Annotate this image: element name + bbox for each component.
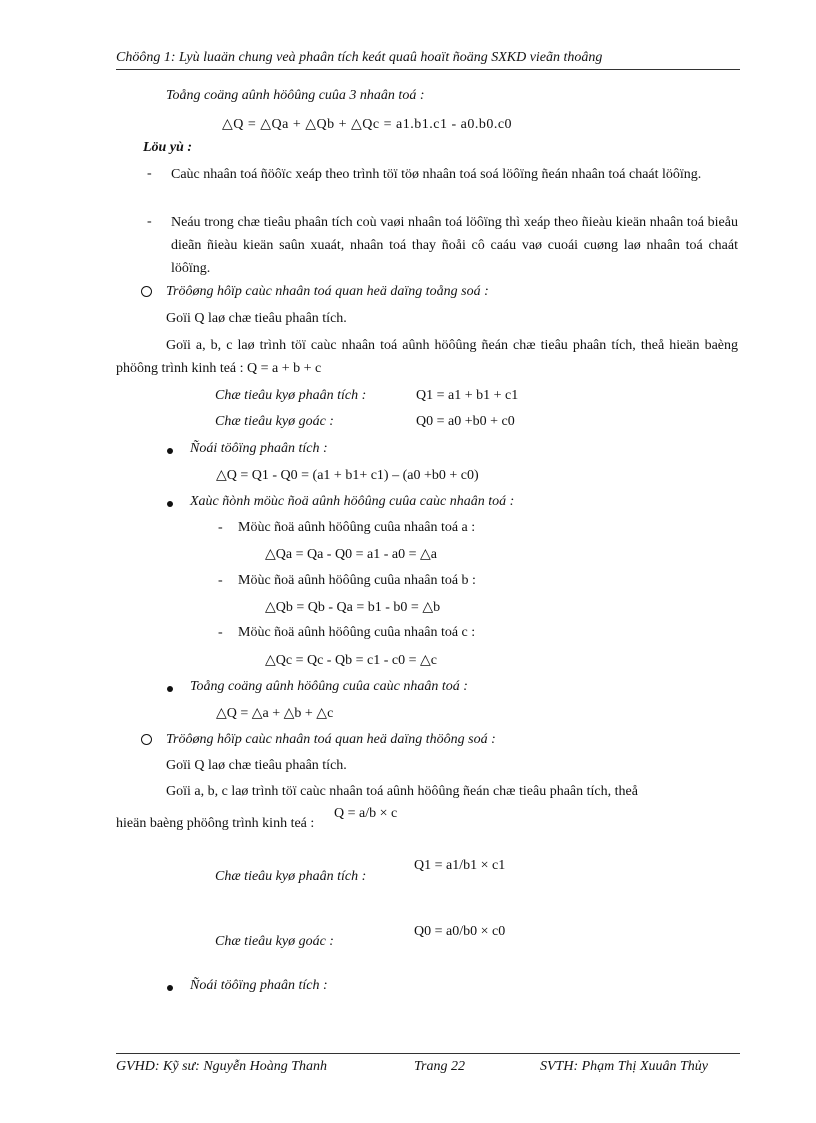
sum-base-label: Chæ tieâu kyø goác : <box>215 414 334 429</box>
sum-base-formula: Q0 = a0 +b0 + c0 <box>416 414 515 429</box>
formula-base: Q0 = a0/b0 × c0 <box>414 924 506 939</box>
product-compare-label: Ñoái töôïng phaân tích : <box>190 978 328 993</box>
bullet-icon <box>167 686 173 692</box>
factor-dash: - <box>218 573 223 588</box>
section-sum-line1: Goïi Q laø chæ tieâu phaân tích. <box>166 311 347 326</box>
sum-total-label: Toång coäng aûnh höôûng cuûa caùc nhaân toá : <box>190 679 468 694</box>
page-header-title: Chöông 1: Lyù luaän chung veà phaân tích keát quaû hoaït ñoäng SXKD vieãn thoâng <box>116 50 603 65</box>
note-dash: - <box>147 214 152 229</box>
formula-main: Q = a/b × c <box>334 806 398 821</box>
sum-impact-label: Xaùc ñònh möùc ñoä aûnh höôûng cuûa caùc nhaân toá : <box>190 494 515 509</box>
bullet-icon <box>167 985 173 991</box>
factor-c-label: Möùc ñoä aûnh höôûng cuûa nhaân toá c : <box>238 625 476 640</box>
circle-bullet-icon <box>141 286 152 297</box>
intro-total-formula <box>222 116 512 133</box>
factor-a-formula: △Qa = Qa - Q0 = a1 - a0 = △a <box>265 547 437 562</box>
bullet-icon <box>167 448 173 454</box>
note-label: Löu yù : <box>143 140 192 155</box>
formula-analysis: Q1 = a1/b1 × c1 <box>414 858 506 873</box>
sum-compare-label: Ñoái töôïng phaân tích : <box>190 441 328 456</box>
section-sum-line2: Goïi a, b, c laø trình töï caùc nhaân toá aûnh höôûng ñeán chæ tieâu phaân tích, theå hieän baèng phöông trình kinh teá : Q = a + b + c <box>116 338 738 376</box>
sum-analysis-label: Chæ tieâu kyø phaân tích : <box>215 388 367 403</box>
bullet-icon <box>167 501 173 507</box>
intro-total-label: Toång coäng aûnh höôûng cuûa 3 nhaân toá : <box>166 88 425 103</box>
note-item-2: Neáu trong chæ tieâu phaân tích coù vaøi nhaân toá löôïng thì xeáp theo ñieàu kieän nhaân toá bieåu dieãn ñieàu kieän saûn xuaát, nhaân toá thay ñoåi cô caáu vaø cuoái cuøng laø nhaân toá chaát löôïng. <box>171 215 738 276</box>
section-product-line2: Goïi a, b, c laø trình töï caùc nhaân toá aûnh höôûng ñeán chæ tieâu phaân tích, theå <box>166 784 638 799</box>
note-dash: - <box>147 166 152 181</box>
factor-c-formula: △Qc = Qc - Qb = c1 - c0 = △c <box>265 653 437 668</box>
header-rule <box>116 69 740 70</box>
note-item-1: Caùc nhaân toá ñöôïc xeáp theo trình töï töø nhaân toá soá löôïng ñeán nhaân toá chaát löôïng. <box>171 167 702 182</box>
intro-total-formula-text: △Q = △Qa + △Qb + △Qc = a1.b1.c1 - a0.b0.c0 <box>222 117 513 132</box>
product-analysis-label: Chæ tieâu kyø phaân tích : <box>215 869 367 884</box>
section-sum-heading: Tröôøng hôïp caùc nhaân toá quan heä daïng toång soá : <box>166 284 489 299</box>
sum-compare-formula: △Q = Q1 - Q0 = (a1 + b1+ c1) – (a0 +b0 + c0) <box>216 468 479 483</box>
sum-total-formula: △Q = △a + △b + △c <box>216 706 334 721</box>
section-product-line3: hieän baèng phöông trình kinh teá : <box>116 816 315 831</box>
factor-a-label: Möùc ñoä aûnh höôûng cuûa nhaân toá a : <box>238 520 476 535</box>
factor-dash: - <box>218 520 223 535</box>
footer-advisor: GVHD: Kỹ sư: Nguyễn Hoàng Thanh <box>116 1059 328 1074</box>
footer-rule <box>116 1053 740 1054</box>
factor-b-formula: △Qb = Qb - Qa = b1 - b0 = △b <box>265 600 441 615</box>
sum-analysis-formula: Q1 = a1 + b1 + c1 <box>416 388 519 403</box>
section-product-heading: Tröôøng hôïp caùc nhaân toá quan heä daïng thöông soá : <box>166 732 496 747</box>
factor-b-label: Möùc ñoä aûnh höôûng cuûa nhaân toá b : <box>238 573 476 588</box>
footer-page-number: Trang 22 <box>414 1059 465 1074</box>
product-base-label: Chæ tieâu kyø goác : <box>215 934 334 949</box>
section-product-line1: Goïi Q laø chæ tieâu phaân tích. <box>166 758 347 773</box>
circle-bullet-icon <box>141 734 152 745</box>
footer-student: SVTH: Phạm Thị Xuuân Thủy <box>540 1059 708 1074</box>
factor-dash: - <box>218 625 223 640</box>
